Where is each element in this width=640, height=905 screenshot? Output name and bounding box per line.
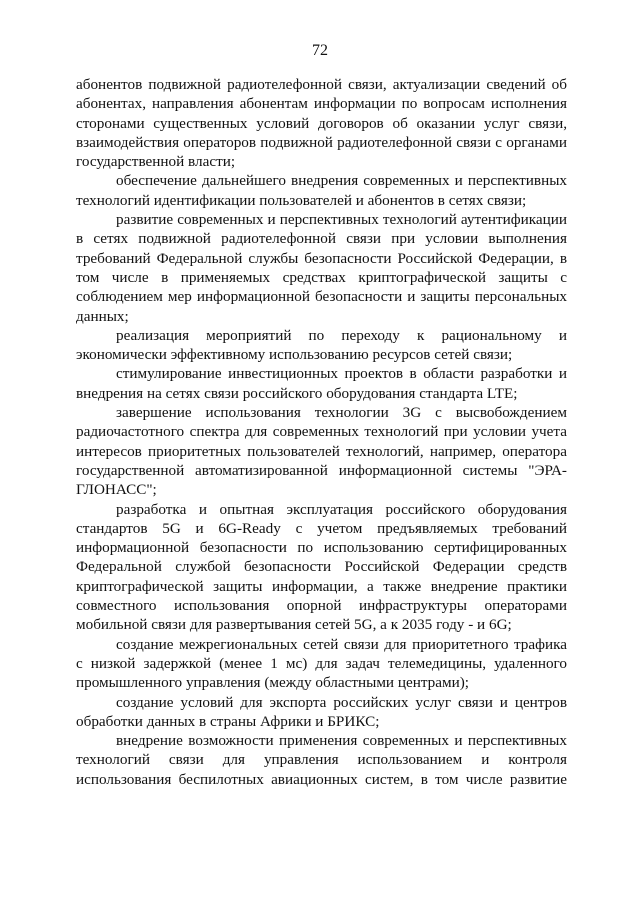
paragraph-3g-shutdown: завершение использования технологии 3G с высвобождением радиочастотного спектра для современных технологий при условии учета интересов приоритетных пользователей технологий, например, оператора государственной автоматизированной информационной системы "ЭРА-ГЛОНАСС";	[76, 404, 567, 499]
page-number: 72	[312, 42, 328, 59]
paragraph-export-services: создание условий для экспорта российских услуг связи и центров обработки данных в страны Африки и БРИКС;	[76, 693, 567, 730]
paragraph-continuation: абонентов подвижной радиотелефонной связи, актуализации сведений об абонентах, направления абонентам информации по вопросам исполнения сторонами существенных условий договоров об оказании услуг связи, взаимодействия операторов подвижной радиотелефонной связи с органами государственной власти;	[76, 76, 567, 171]
paragraph-low-latency-networks: создание межрегиональных сетей связи для приоритетного трафика с низкой задержкой (менее 1 мс) для задач телемедицины, удаленного промышленного управления (между областными центрами);	[76, 635, 567, 692]
paragraph-5g-6g-development: разработка и опытная эксплуатация российского оборудования стандартов 5G и 6G-Ready с учетом предъявляемых требований информационной безопасности по использованию сертифицированных Федеральной службой безопасности Российской Федерации средств криптографической защиты информации, а также внедрение практики совместного использования опорной инфраструктуры операторами мобильной связи для развертывания сетей 5G, а к 2035 году - и 6G;	[76, 500, 567, 634]
document-body	[76, 75, 567, 789]
paragraph-lte-investment: стимулирование инвестиционных проектов в области разработки и внедрения на сетях связи российского оборудования стандарта LTE;	[76, 365, 567, 402]
paragraph-authentication-technologies: развитие современных и перспективных технологий аутентификации в сетях подвижной радиотелефонной связи при условии выполнения требований Федеральной службы безопасности Российской Федерации, в том числе в применяемых средствах криптографической защиты с соблюдением мер информационной безопасности и защиты персональных данных;	[76, 211, 567, 325]
paragraph-drone-systems: внедрение возможности применения современных и перспективных технологий связи для управления использованием и контроля использования беспилотных авиационных систем, в том числе развитие	[76, 732, 567, 788]
paragraph-identification-technologies: обеспечение дальнейшего внедрения современных и перспективных технологий идентификации пользователей и абонентов в сетях связи;	[76, 172, 567, 209]
paragraph-network-resources: реализация мероприятий по переходу к рациональному и экономически эффективному использованию ресурсов сетей связи;	[76, 326, 567, 364]
